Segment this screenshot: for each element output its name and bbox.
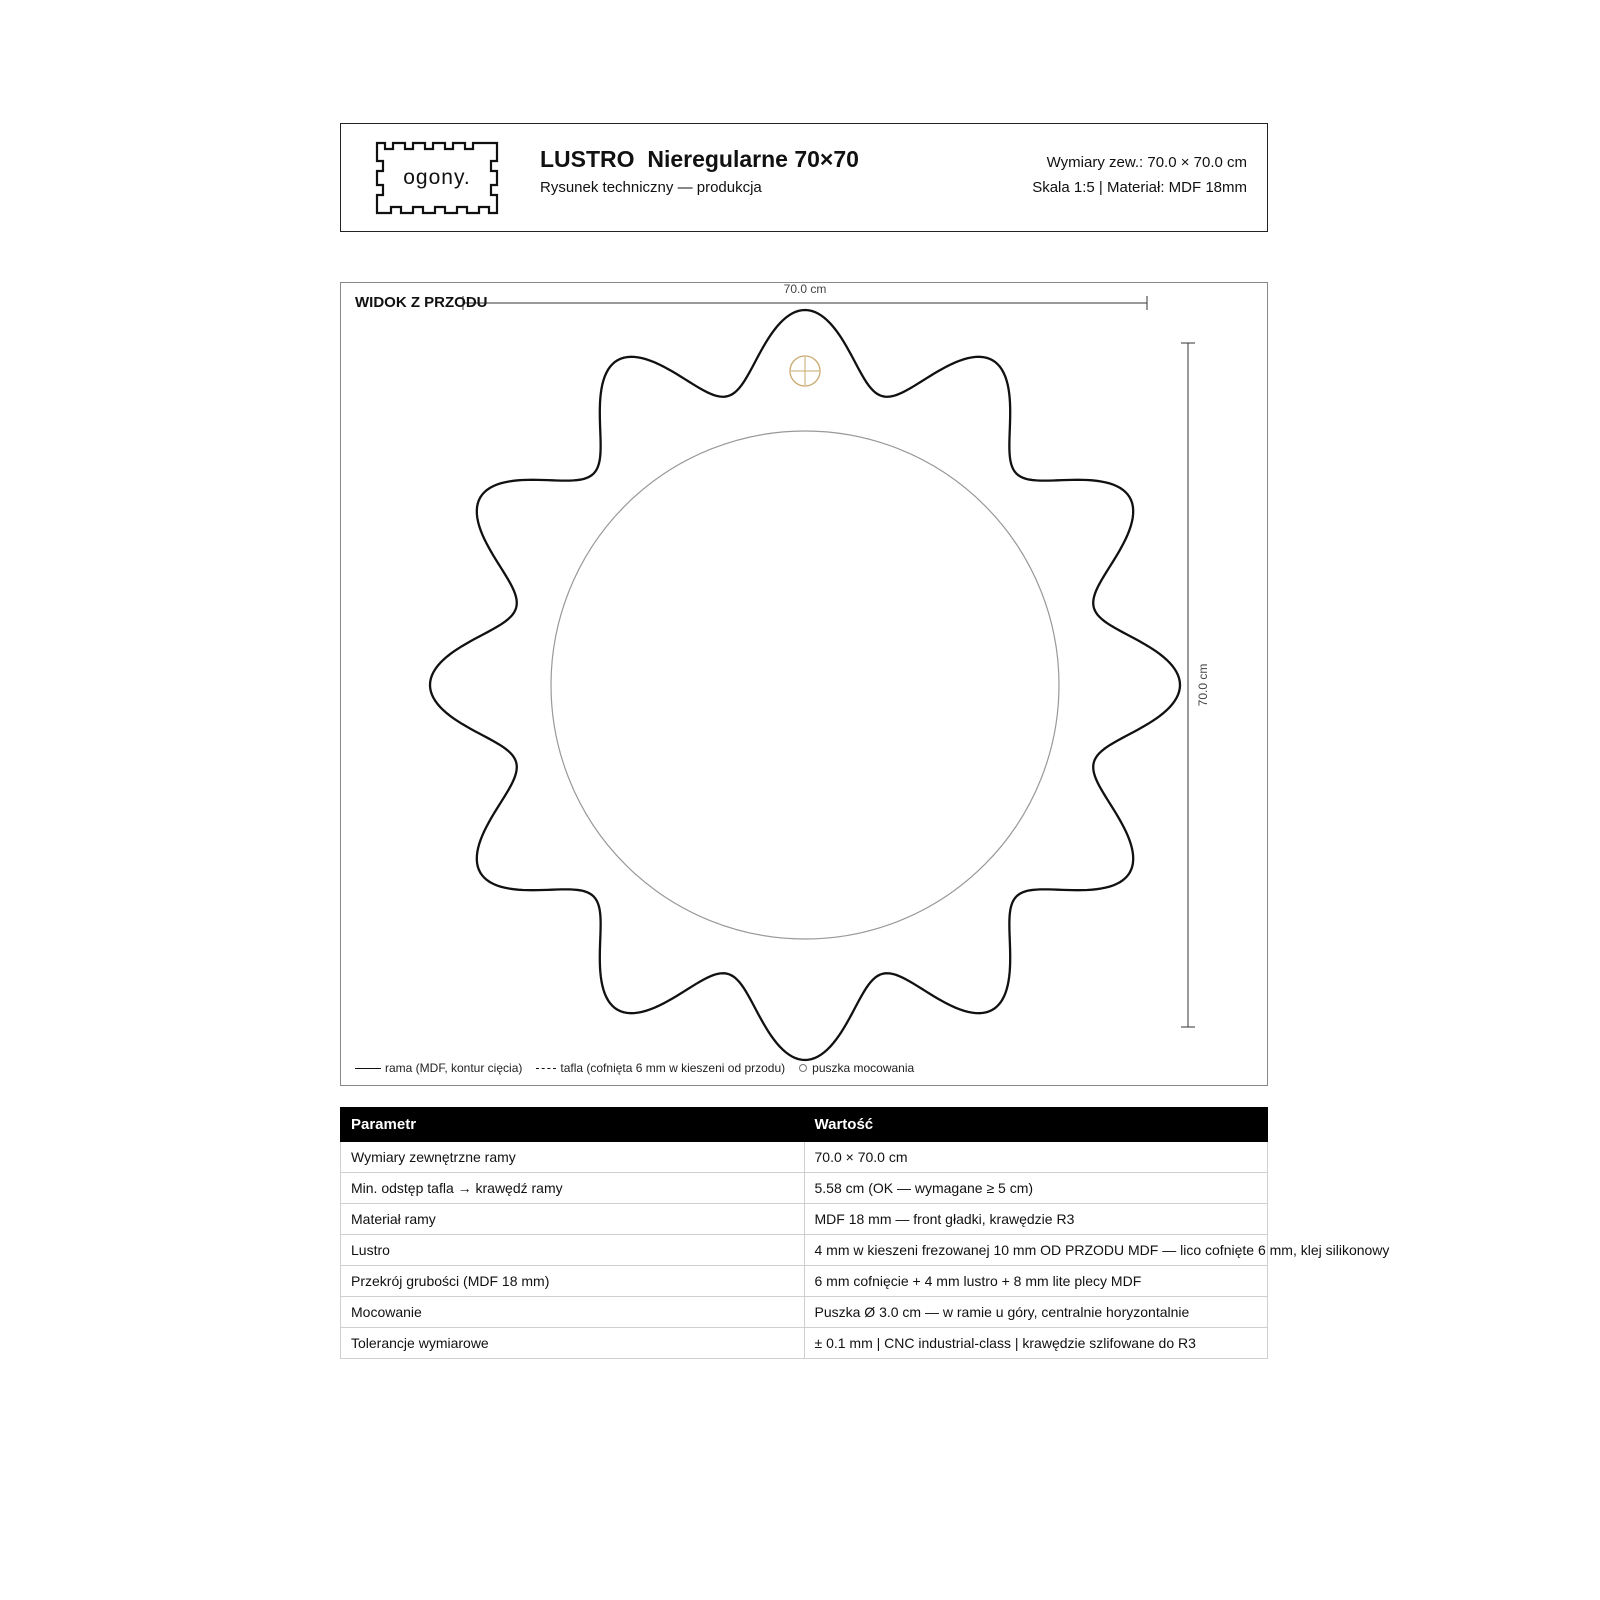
table-row [341, 1328, 1268, 1359]
table-row [341, 1142, 1268, 1173]
row-value: Puszka Ø 3.0 cm — w ramie u góry, centralnie horyzontalnie [804, 1297, 1268, 1328]
legend-frame [355, 1061, 522, 1075]
row-value: MDF 18 mm — front gładki, krawędzie R3 [804, 1204, 1268, 1235]
row-value: ± 0.1 mm | CNC industrial-class | krawędzie szlifowane do R3 [804, 1328, 1268, 1359]
table-row [341, 1266, 1268, 1297]
solid-line-icon [355, 1068, 381, 1069]
height-dimension-label: 70.0 cm [1196, 663, 1210, 707]
row-value: 5.58 cm (OK — wymagane ≥ 5 cm) [804, 1173, 1268, 1204]
row-value: 6 mm cofnięcie + 4 mm lustro + 8 mm lite plecy MDF [804, 1266, 1268, 1297]
legend-mount-label: puszka mocowania [812, 1061, 915, 1075]
legend [355, 1061, 928, 1075]
frame-cut-outline [430, 310, 1180, 1060]
scale-material: Skala 1:5 | Materiał: MDF 18mm [1032, 179, 1247, 196]
front-view-panel [340, 282, 1268, 1086]
row-parameter: Wymiary zewnętrzne ramy [341, 1142, 805, 1173]
header-value: Wartość [804, 1108, 1268, 1142]
spec-table [340, 1107, 1390, 1359]
circle-icon [799, 1064, 807, 1072]
front-view-drawing [341, 283, 1269, 1087]
row-parameter: Materiał ramy [341, 1204, 805, 1235]
legend-glass-label: tafla (cofnięta 6 mm w kieszeni od przodu) [560, 1061, 786, 1075]
table-row [341, 1297, 1268, 1328]
row-parameter: Min. odstęp tafla → krawędź ramy [341, 1173, 805, 1204]
outer-dimensions: Wymiary zew.: 70.0 × 70.0 cm [1046, 154, 1247, 171]
row-parameter: Lustro [341, 1235, 805, 1266]
dashed-line-icon [536, 1068, 556, 1069]
row-parameter: Tolerancje wymiarowe [341, 1328, 805, 1359]
table-row [341, 1204, 1268, 1235]
legend-frame-label: rama (MDF, kontur cięcia) [385, 1061, 523, 1075]
row-value: 4 mm w kieszeni frezowanej 10 mm OD PRZODU MDF — lico cofnięte 6 mm, klej silikonowy [804, 1235, 1268, 1266]
table-row [341, 1235, 1268, 1266]
row-parameter: Mocowanie [341, 1297, 805, 1328]
mirror-glass-outline [551, 431, 1059, 939]
header-parameter: Parametr [341, 1108, 805, 1142]
width-dimension-label: 70.0 cm [783, 282, 827, 296]
legend-glass [536, 1061, 785, 1075]
row-value: 70.0 × 70.0 cm [804, 1142, 1268, 1173]
logo [375, 141, 499, 215]
view-title: WIDOK Z PRZODU [355, 294, 488, 311]
legend-mount [799, 1061, 914, 1075]
table-row [341, 1173, 1268, 1204]
drawing-title: LUSTRO Nieregularne 70×70 [540, 146, 859, 172]
drawing-subtitle: Rysunek techniczny — produkcja [540, 179, 762, 196]
title-block [340, 123, 1268, 232]
mount-icon [790, 356, 820, 386]
logo-text: ogony. [403, 166, 471, 189]
row-parameter: Przekrój grubości (MDF 18 mm) [341, 1266, 805, 1297]
table-header-row [341, 1108, 1268, 1142]
